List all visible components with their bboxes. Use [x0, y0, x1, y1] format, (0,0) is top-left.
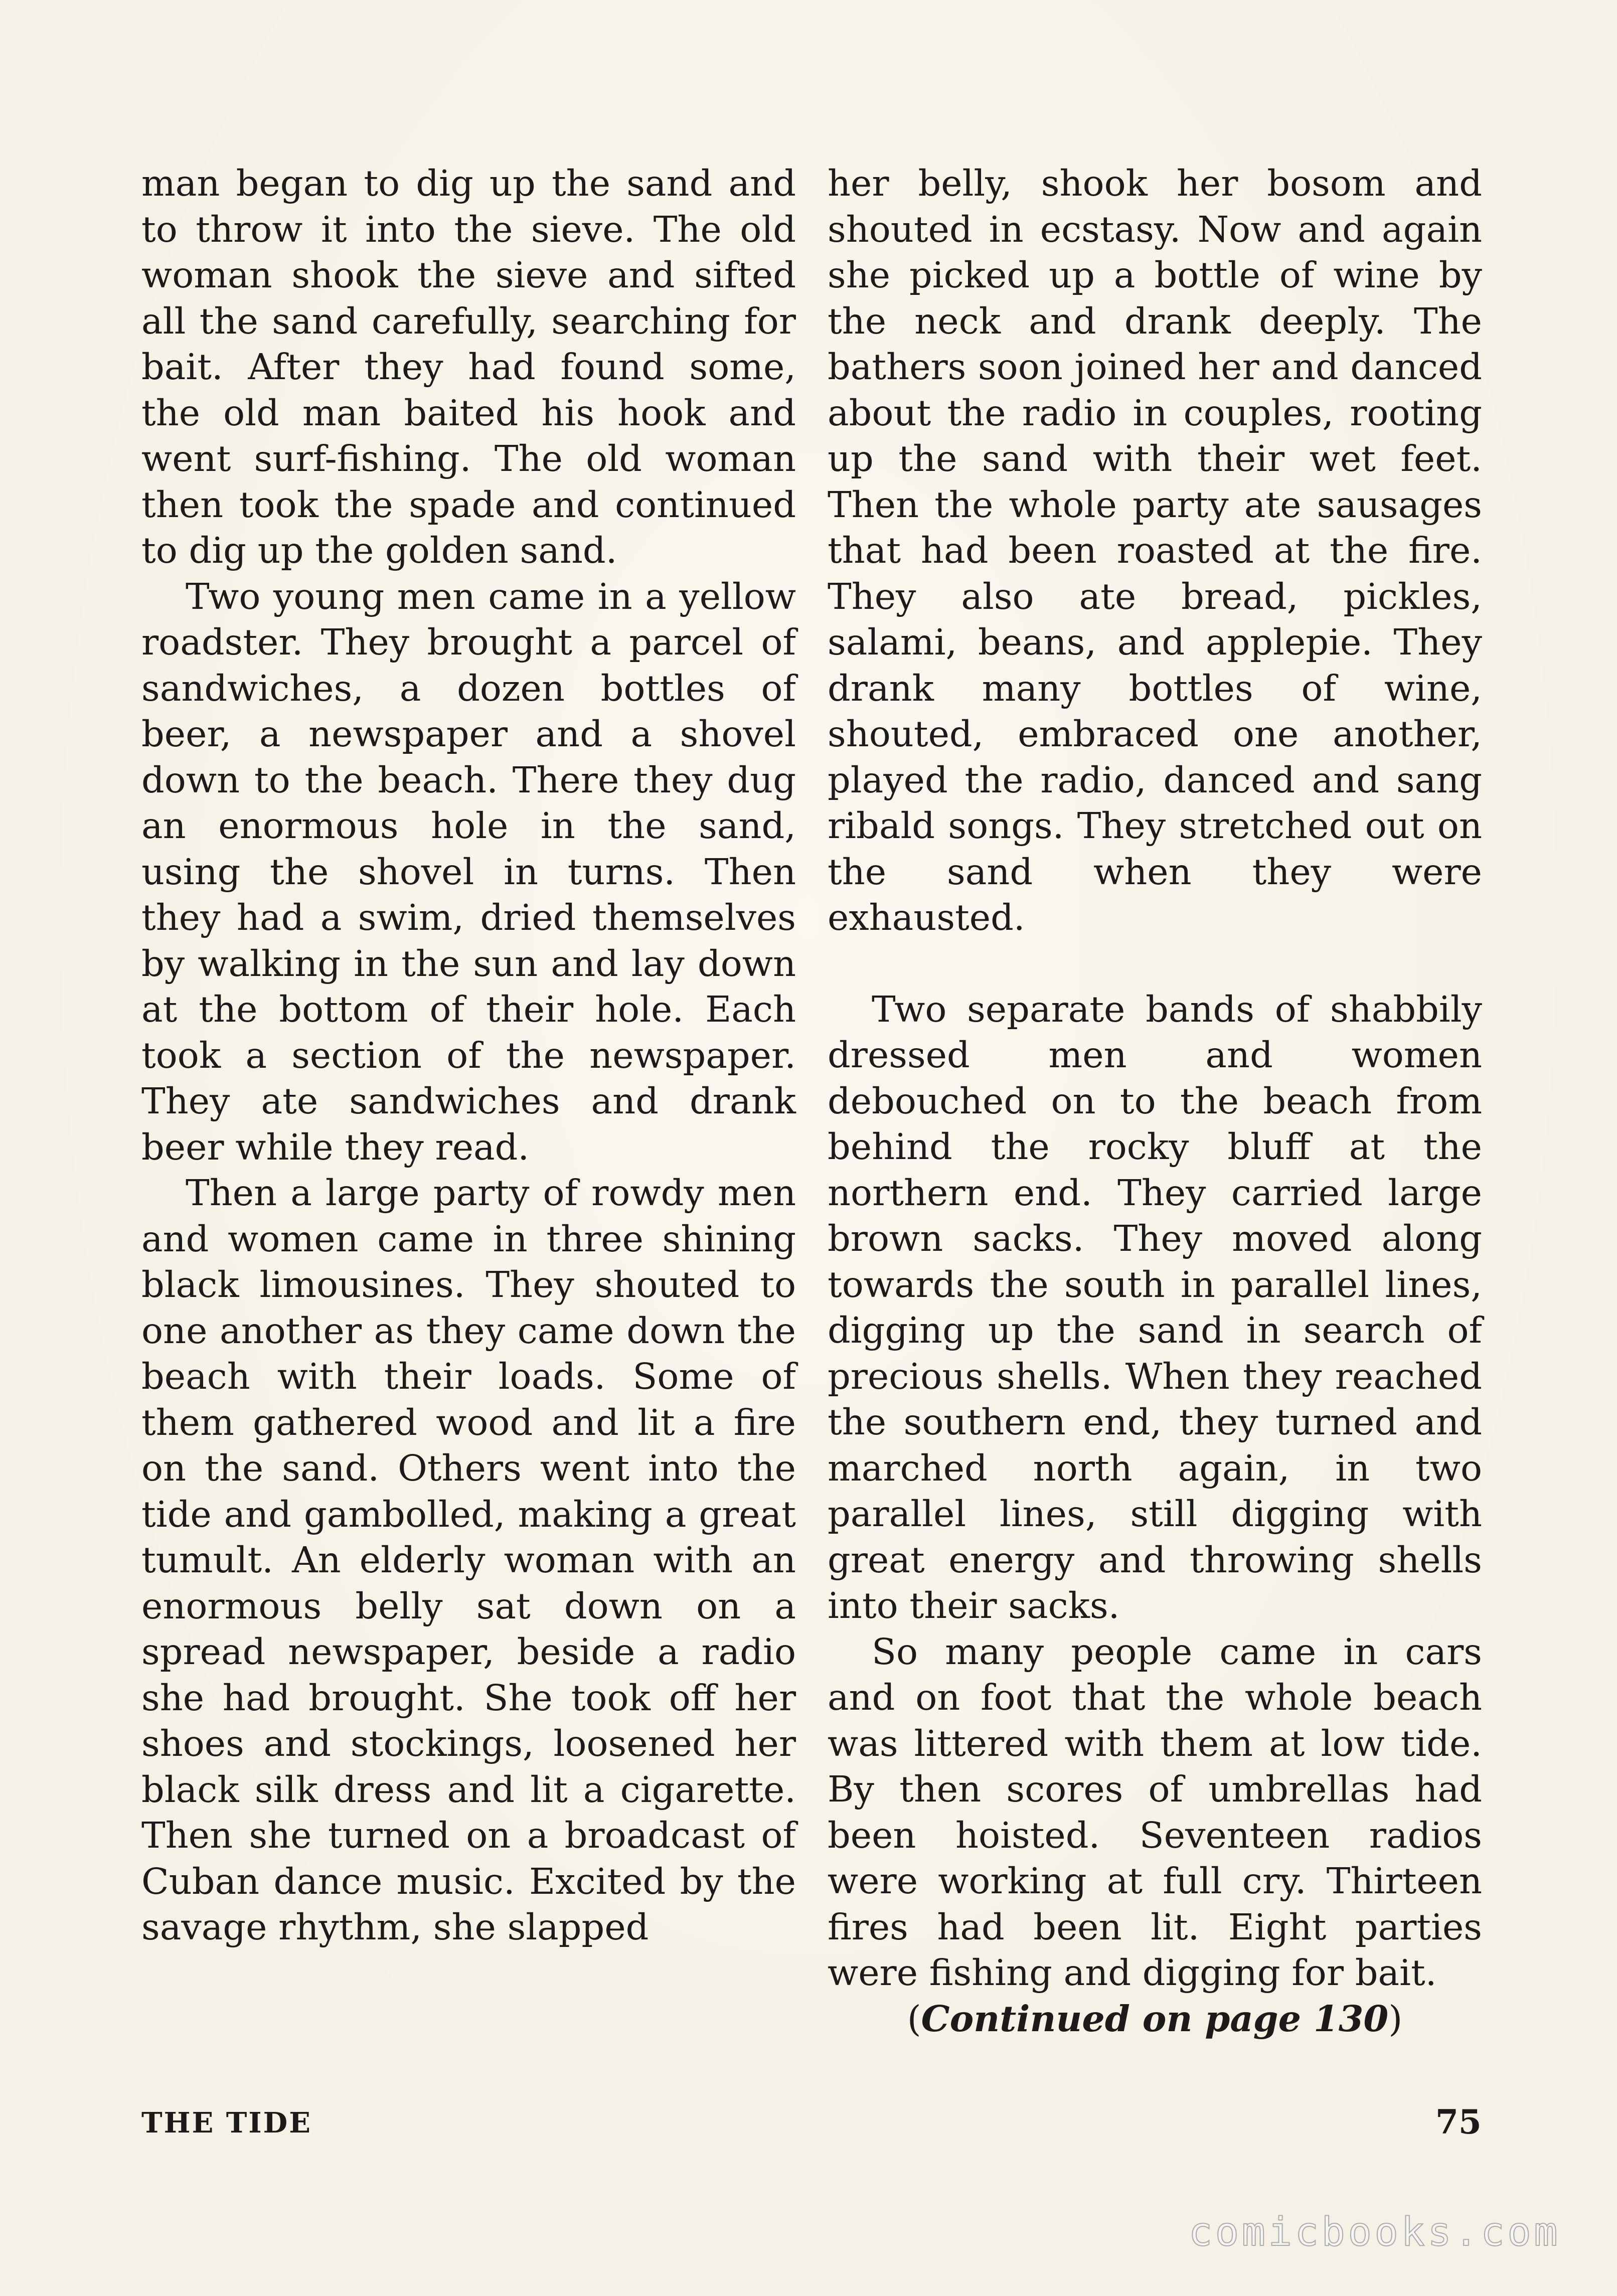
continued-close-paren: ) — [1388, 1998, 1403, 2040]
paragraph-left-1: man began to dig up the sand and to throw it into the sieve. The old woman shook the sieve and sifted all the sand carefully, searching for bait. After they had found some, the old man baited his hook and went surf-fishing. The old woman then took the spade and continued to dig up the golden sand. — [141, 162, 796, 571]
continued-text: Continued on page 130 — [921, 1997, 1389, 2040]
paragraph-right-3: So many people came in cars and on foot that the whole beach was littered with them at low tide. By then scores of umbrellas had been hoisted. Seventeen radios were working at full cry. Thirteen fires had been lit. Eight parties were fishing and digging for bait. — [828, 1630, 1482, 1994]
right-column — [828, 160, 1482, 2042]
paragraph-right-1: her belly, shook her bosom and shouted in ecstasy. Now and again she picked up a bottle of wine by the neck and drank deeply. The bathers soon joined her and danced about the radio in couples, rooting up the sand with their wet feet. Then the whole party ate sausages that had been roasted at the fire. They also ate bread, pickles, salami, beans, and applepie. They drank many bottles of wine, shouted, embraced one another, played the radio, danced and sang ribald songs. They stretched out on the sand when they were exhausted. — [828, 162, 1482, 938]
watermark: comicbooks.com — [1189, 2210, 1561, 2255]
paragraph-right-2: Two separate bands of shabbily dressed men and women debouched on to the beach from behind the rocky bluff at the northern end. They carried large brown sacks. They moved along towards the south in parallel lines, digging up the sand in search of precious shells. When they reached the southern end, they turned and marched north again, in two parallel lines, still digging with great energy and throwing shells into their sacks. — [828, 988, 1482, 1626]
page-number: 75 — [1435, 2102, 1482, 2142]
running-footer-title: THE TIDE — [141, 2106, 312, 2140]
continued-note — [828, 1996, 1482, 2042]
continued-open-paren: ( — [907, 1998, 921, 2040]
paragraph-left-3: Then a large party of rowdy men and women came in three shining black limousines. They shouted to one another as they came down the beach with their loads. Some of them gathered wood and lit a fire on the sand. Others went into the tide and gambolled, making a great tumult. An elderly woman with an enormous belly sat down on a spread newspaper, beside a radio she had brought. She took off her shoes and stockings, loosened her black silk dress and lit a cigarette. Then she turned on a broadcast of Cuban dance music. Excited by the savage rhythm, she slapped — [141, 1172, 796, 1948]
left-column — [141, 160, 796, 1950]
paragraph-left-2: Two young men came in a yellow roadster. They brought a parcel of sandwiches, a dozen bottles of beer, a newspaper and a shovel down to the beach. There they dug an enormous hole in the sand, using the shovel in turns. Then they had a swim, dried themselves by walking in the sun and lay down at the bottom of their hole. Each took a section of the newspaper. They ate sandwiches and drank beer while they read. — [141, 575, 796, 1168]
